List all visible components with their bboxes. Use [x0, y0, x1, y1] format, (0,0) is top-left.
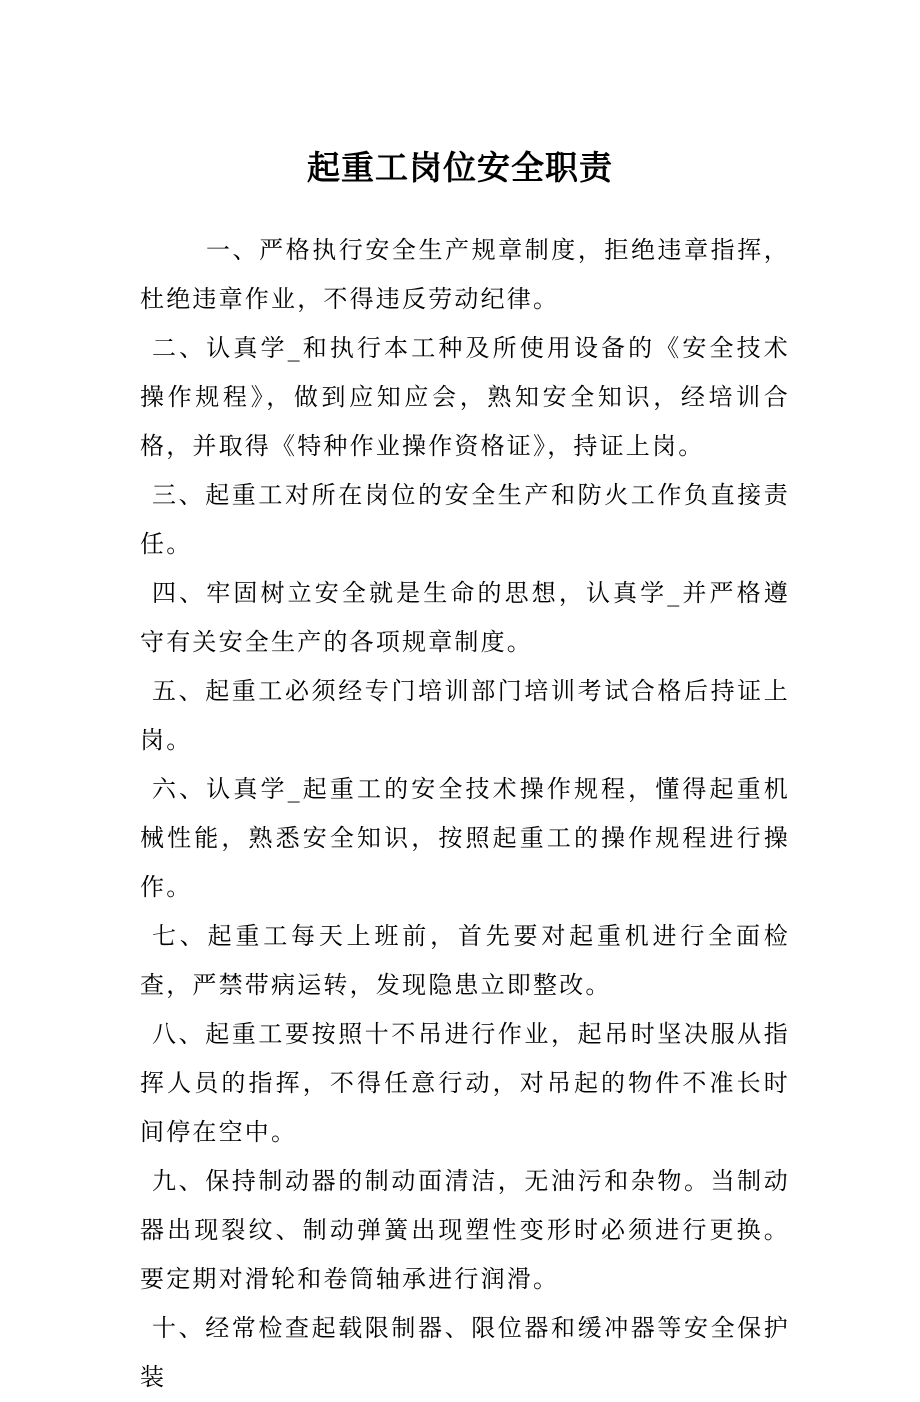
paragraph-5: 五、起重工必须经专门培训部门培训考试合格后持证上岗。	[140, 677, 790, 754]
paragraph-9: 九、保持制动器的制动面清洁，无油污和杂物。当制动器出现裂纹、制动弹簧出现塑性变形时必须进行更换。要定期对滑轮和卷筒轴承进行润滑。	[140, 1167, 790, 1293]
paragraph-1: 一、严格执行安全生产规章制度，拒绝违章指挥，杜绝违章作业，不得违反劳动纪律。	[140, 236, 790, 313]
paragraph-6: 六、认真学_起重工的安全技术操作规程，懂得起重机械性能，熟悉安全知识，按照起重工的操作规程进行操作。	[140, 775, 790, 901]
paragraph-7: 七、起重工每天上班前，首先要对起重机进行全面检查，严禁带病运转，发现隐患立即整改。	[140, 922, 790, 999]
document-body	[140, 226, 790, 1402]
paragraph-10: 十、经常检查起载限制器、限位器和缓冲器等安全保护装	[140, 1314, 790, 1391]
paragraph-8: 八、起重工要按照十不吊进行作业，起吊时坚决服从指挥人员的指挥，不得任意行动，对吊起的物件不准长时间停在空中。	[140, 1020, 790, 1146]
paragraph-3: 三、起重工对所在岗位的安全生产和防火工作负直接责任。	[140, 481, 790, 558]
paragraph-2: 二、认真学_和执行本工种及所使用设备的《安全技术操作规程》，做到应知应会，熟知安全知识，经培训合格，并取得《特种作业操作资格证》，持证上岗。	[140, 334, 790, 460]
paragraph-4: 四、牢固树立安全就是生命的思想，认真学_并严格遵守有关安全生产的各项规章制度。	[140, 579, 790, 656]
document-title: 起重工岗位安全职责	[307, 148, 613, 187]
